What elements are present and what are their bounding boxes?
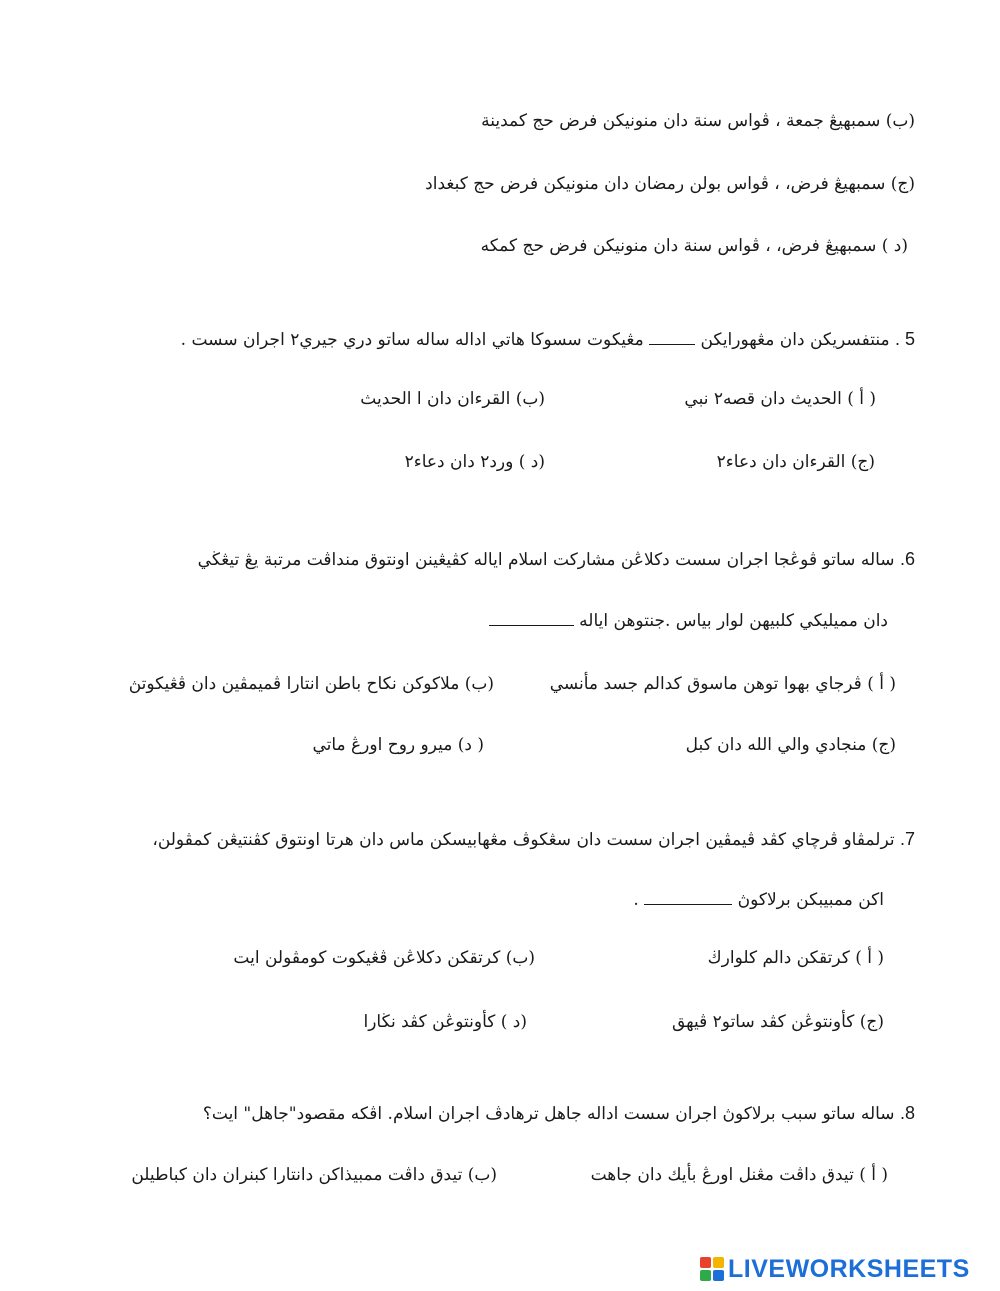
q7-option-c[interactable]: (ج) كأونتوڠن كڤد ساتو٢ ڤيهق [671,1012,884,1032]
question-6-stem: 6. ساله ساتو ڤوڠجا اجران سست دكلاڠن مشاركت اسلام اياله كڤيڠينن اونتوق منداڤت مرتبة يڠ تيڠڬي [197,549,915,570]
question-number: 5 . [894,329,915,349]
q5-option-c[interactable]: (ج) القرءان دان دعاء٢ [716,452,875,472]
q6-option-c[interactable]: (ج) منجادي والي الله دان كبل [685,735,896,755]
question-number: 7. [899,829,915,849]
q4-option-c: (ج) سمبهيڠ فرض، ، ڤواس بولن رمضان دان منونيكن فرض حج كبغداد [425,174,915,194]
q5-option-d[interactable]: (د ) ورد٢ دان دعاء٢ [404,452,545,472]
logo-mark-icon [700,1257,724,1281]
question-8-stem: 8. ساله ساتو سبب برلاكوڽ اجران سست اداله جاهل ترهادڤ اجران اسلام. اڤكه مقصود"جاهل" ايت؟ [202,1103,915,1124]
q5-option-b[interactable]: (ب) القرءان دان ا الحديث [360,389,545,409]
logo-text: LIVEWORKSHEETS [728,1254,970,1283]
liveworksheets-logo [700,1253,970,1285]
q7-option-b[interactable]: (ب) كرتقكن دكلاڠن ڤڠيكوت كومڤولن ايت [233,948,535,968]
answer-blank[interactable] [649,334,695,345]
answer-blank[interactable] [489,615,574,626]
q6-option-a[interactable]: ( أ ) ڤرجاي بهوا توهن ماسوق كدالم جسد مأنسي [549,674,896,694]
q7-option-d[interactable]: (د ) كأونتوڠن كڤد نڬارا [363,1012,527,1032]
answer-blank[interactable] [644,894,732,905]
q6-option-d[interactable]: ( د) ميرو روح اورڠ ماتي [312,735,484,755]
q5-option-a[interactable]: ( أ ) الحديث دان قصه٢ نبي [684,389,876,409]
question-7-stem: 7. ترلمڤاو ڤرچاي كڤد ڤيمڤين اجران سست دان سڠكوڤ مڠهابيسكن ماس دان هرتا اونتوق كڤنتيڠن كمڤولن، [152,829,915,850]
q8-option-a[interactable]: ( أ ) تيدق داڤت مڠنل اورڠ بأيك دان جاهت [590,1165,888,1185]
question-5-stem: 5 . منتفسريكن دان مڠهورايكن مڠيكوت سسوكا هاتي اداله ساله ساتو دري جيري٢ اجران سست . [180,329,915,350]
question-number: 6. [899,549,915,569]
q7-option-a[interactable]: ( أ ) كرتقكن دالم كلوارڬ [707,948,884,968]
q4-option-d: (د ) سمبهيڠ فرض، ، ڤواس سنة دان منونيكن فرض حج كمكه [480,236,908,256]
question-number: 8. [899,1103,915,1123]
q6-option-b[interactable]: (ب) ملاكوكن نكاح باطن انتارا ڤميمڤين دان ڤڠيكوتڽ [128,674,494,694]
question-7-stem-line2: اكن ممبيبكن برلاكوڽ . [633,890,884,910]
q8-option-b[interactable]: (ب) تيدق داڤت ممبيذاكن دانتارا كبنران دان كباطيلن [131,1165,497,1185]
question-6-stem-line2: دان مميليكي كلبيهن لوار بياس .جنتوهن اياله [489,609,888,633]
q4-option-b: (ب) سمبهيڠ جمعة ، ڤواس سنة دان منونيكن فرض حج كمدينة [481,111,915,131]
